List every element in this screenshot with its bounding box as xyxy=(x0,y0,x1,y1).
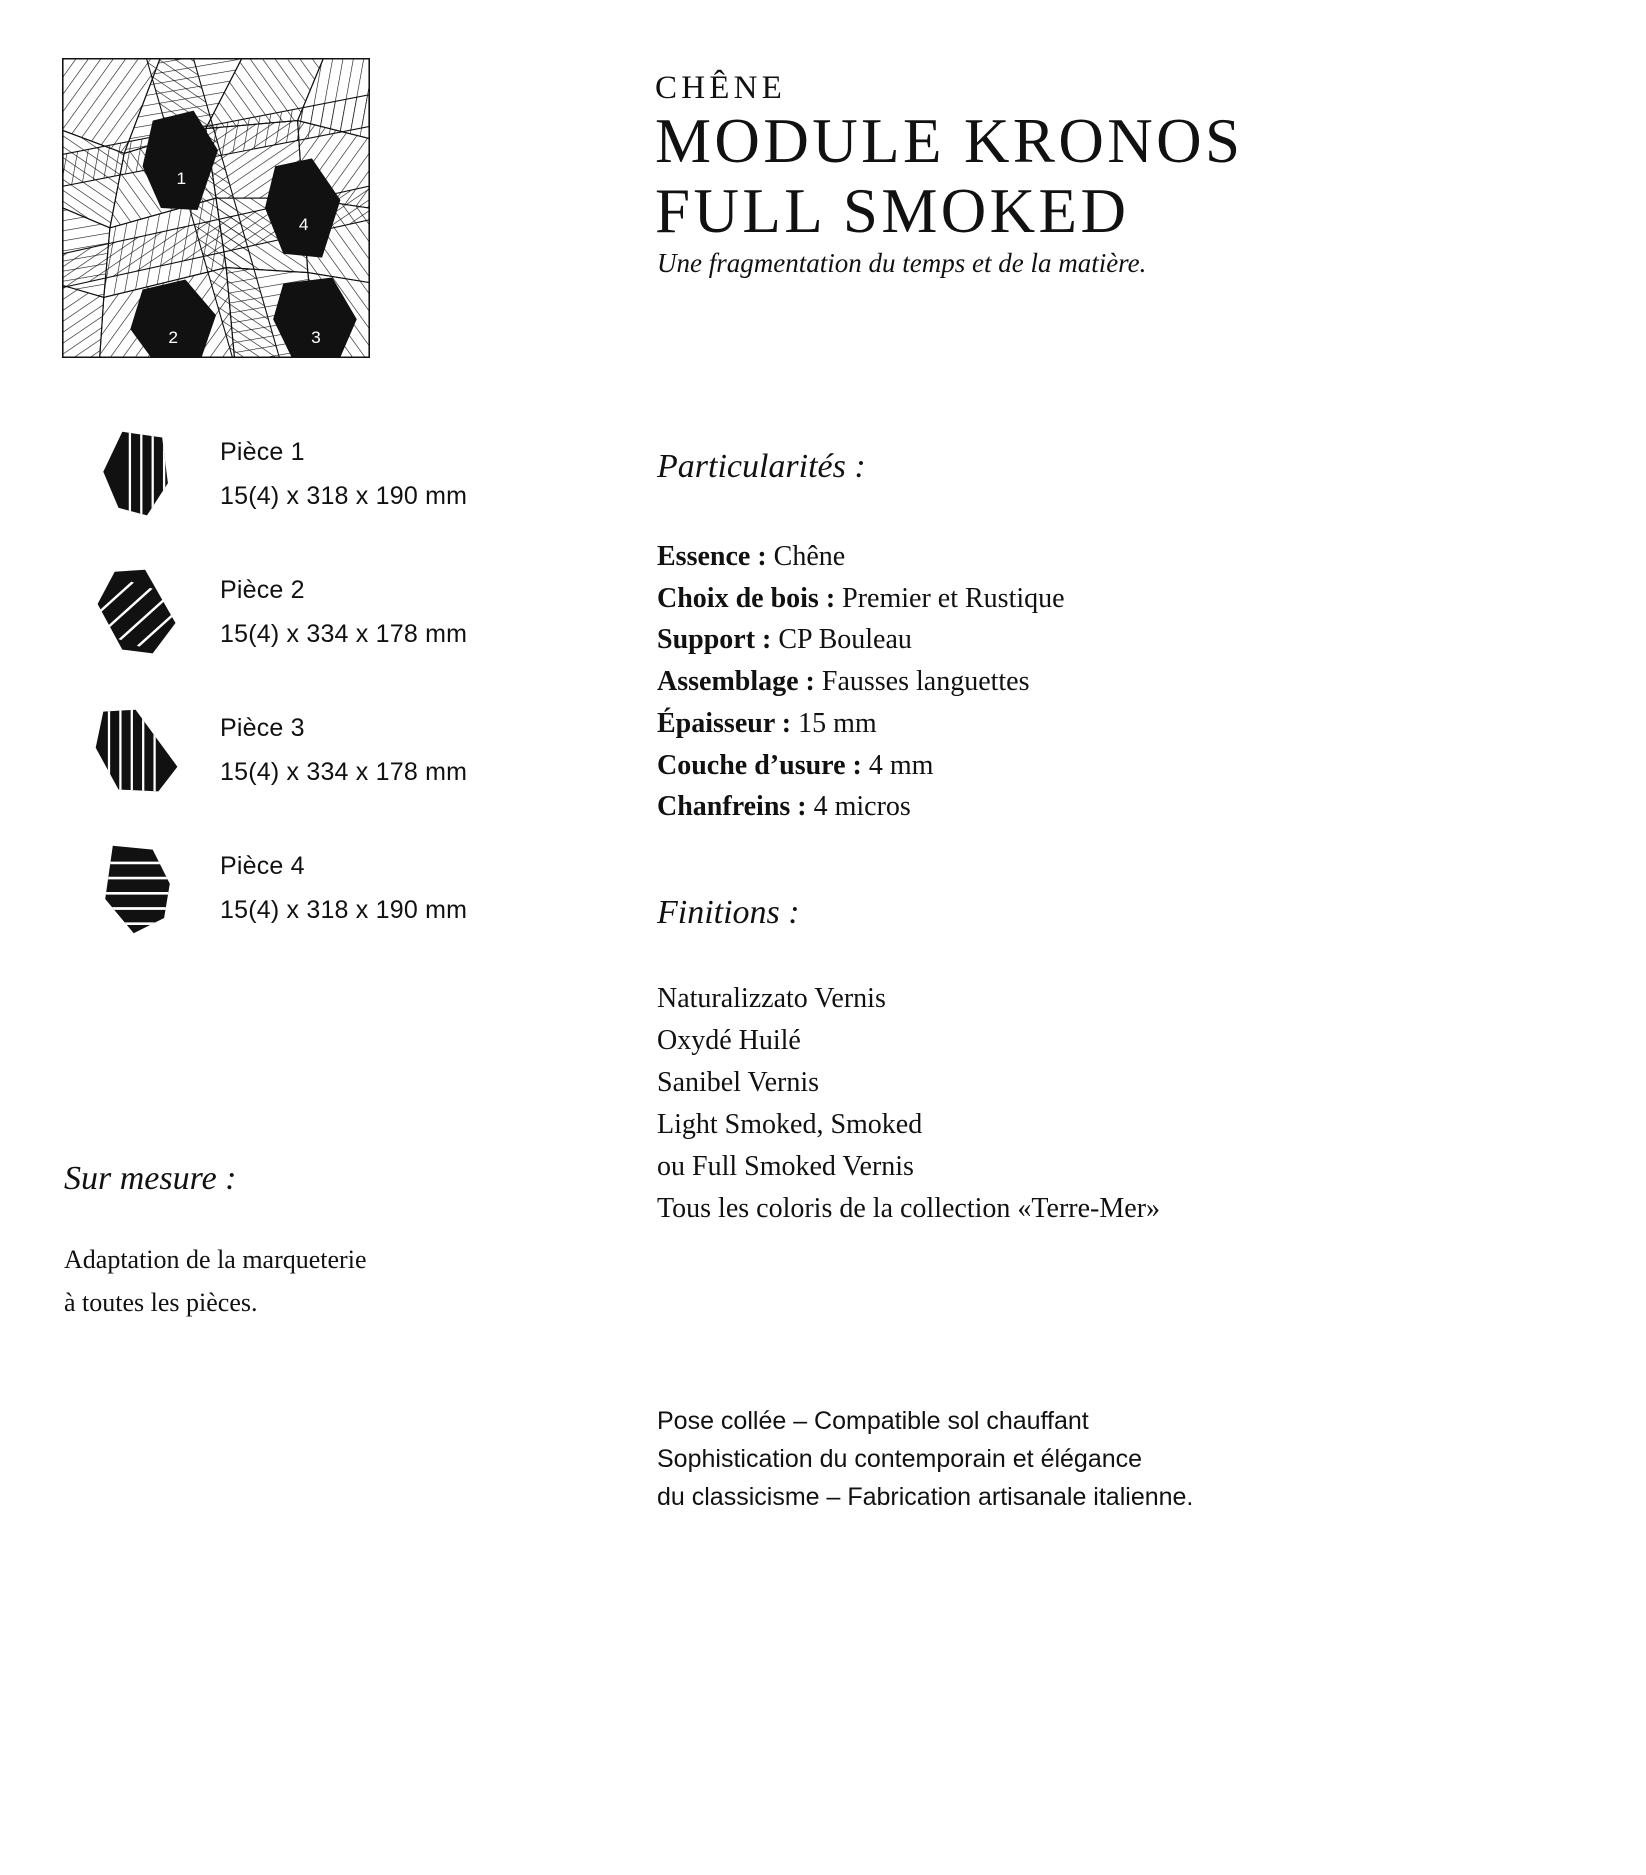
piece-dimensions: 15(4) x 318 x 190 mm xyxy=(220,482,468,510)
piece-name: Pièce 4 xyxy=(220,852,305,880)
spec-value: 4 micros xyxy=(813,791,911,823)
list-item xyxy=(62,420,582,558)
spec-row xyxy=(657,745,1557,787)
svg-text:2: 2 xyxy=(168,328,178,348)
spec-value: CP Bouleau xyxy=(778,624,912,656)
list-item xyxy=(62,834,582,972)
spec-label: Support : xyxy=(657,624,772,656)
spec-label: Choix de bois : xyxy=(657,582,836,614)
piece-name: Pièce 1 xyxy=(220,438,305,466)
list-item xyxy=(62,696,582,834)
finition-item: Naturalizzato Vernis xyxy=(657,983,886,1014)
piece-1-svg xyxy=(90,428,185,523)
spec-value: 4 mm xyxy=(868,749,934,781)
piece-2-text xyxy=(220,578,467,647)
footer-note xyxy=(657,1402,1193,1516)
piece-2-shape-icon xyxy=(90,566,185,661)
piece-4-shape-icon xyxy=(90,842,185,937)
spec-row xyxy=(657,536,1557,578)
spec-value: Fausses languettes xyxy=(821,666,1030,698)
finitions-heading: Finitions : xyxy=(657,894,800,931)
finition-item: Tous les coloris de la collection «Terre-Mer» xyxy=(657,1193,1161,1224)
spec-label: Assemblage : xyxy=(657,666,815,698)
footer-line-2: Sophistication du contemporain et élégance xyxy=(657,1445,1143,1473)
piece-3-svg xyxy=(90,704,185,799)
footer-line-3: du classicisme – Fabrication artisanale italienne. xyxy=(657,1483,1194,1511)
finition-item: Sanibel Vernis xyxy=(657,1067,820,1098)
page-title-line-1: MODULE KRONOS xyxy=(655,106,1244,176)
finitions-list xyxy=(657,978,1557,1230)
spec-value: Chêne xyxy=(773,541,846,572)
particularites-heading: Particularités : xyxy=(657,448,866,485)
sur-mesure-heading: Sur mesure : xyxy=(64,1160,237,1197)
piece-dimensions: 15(4) x 334 x 178 mm xyxy=(220,620,468,648)
spec-row xyxy=(657,703,1557,745)
finition-item: Light Smoked, Smoked xyxy=(657,1109,923,1140)
spec-value: Premier et Rustique xyxy=(842,582,1065,614)
spec-row xyxy=(657,661,1557,703)
spec-row xyxy=(657,619,1557,661)
spec-row xyxy=(657,786,1557,828)
sur-mesure-section xyxy=(64,1160,584,1324)
piece-3-text xyxy=(220,716,467,785)
svg-text:1: 1 xyxy=(176,169,187,189)
spec-label: Épaisseur : xyxy=(657,707,792,739)
pieces-list xyxy=(62,420,582,972)
finition-item: ou Full Smoked Vernis xyxy=(657,1151,914,1182)
page-subtitle: Une fragmentation du temps et de la matière. xyxy=(657,248,1147,278)
piece-dimensions: 15(4) x 318 x 190 mm xyxy=(220,896,468,924)
spec-label: Couche d’usure : xyxy=(657,749,862,781)
piece-dimensions: 15(4) x 334 x 178 mm xyxy=(220,758,468,786)
sur-mesure-line-1: Adaptation de la marqueterie xyxy=(64,1245,367,1275)
particularites-list xyxy=(657,536,1557,828)
spec-value: 15 mm xyxy=(798,707,877,739)
svg-text:4: 4 xyxy=(298,215,309,234)
footer-line-1: Pose collée – Compatible sol chauffant xyxy=(657,1407,1089,1435)
marquetry-pattern-tile xyxy=(62,58,370,358)
list-item xyxy=(62,558,582,696)
finition-item: Oxydé Huilé xyxy=(657,1025,801,1056)
piece-name: Pièce 2 xyxy=(220,576,305,604)
piece-3-shape-icon xyxy=(90,704,185,799)
piece-4-svg xyxy=(90,842,185,937)
piece-1-shape-icon xyxy=(90,428,185,523)
spec-row xyxy=(657,578,1557,620)
product-eyebrow: CHÊNE xyxy=(655,70,786,106)
piece-4-text xyxy=(220,854,467,923)
sur-mesure-line-2: à toutes les pièces. xyxy=(64,1287,258,1317)
sur-mesure-body xyxy=(64,1239,584,1323)
piece-2-svg xyxy=(90,566,185,661)
spec-label: Essence : xyxy=(657,541,767,572)
page-title-line-2: FULL SMOKED xyxy=(655,176,1130,246)
piece-name: Pièce 3 xyxy=(220,714,305,742)
spec-label: Chanfreins : xyxy=(657,791,807,823)
piece-1-text xyxy=(220,440,467,509)
pattern-svg xyxy=(63,59,369,357)
svg-text:3: 3 xyxy=(311,328,321,348)
